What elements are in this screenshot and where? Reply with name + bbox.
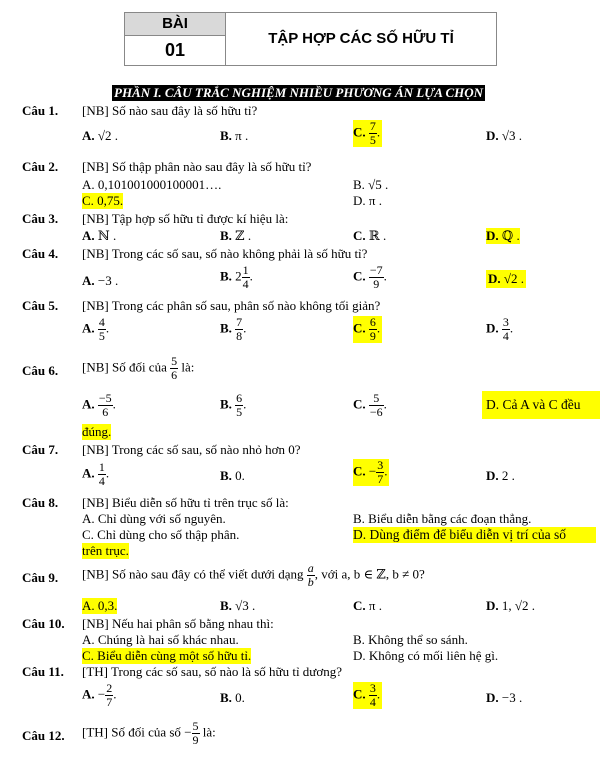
choice-d: D. 1, √2 .	[486, 598, 536, 613]
question-text: [TH] Số đối của số − $\frac{5}{9}$ là:	[82, 719, 216, 747]
choice-b: B. √3 .	[220, 598, 256, 613]
question-label: Câu 7.	[22, 442, 59, 457]
choice-c: C. $\frac{5}{-6}$ .	[353, 391, 387, 419]
choice-a: A. −3 .	[82, 273, 119, 288]
lesson-title: TẬP HỢP CÁC SỐ HỮU TỈ	[268, 30, 454, 47]
choice-d: D. Không có mối liên hệ gì.	[353, 648, 499, 663]
part-title: PHẦN I. CÂU TRẮC NGHIỆM NHIỀU PHƯƠNG ÁN LỰA CHỌN	[114, 85, 484, 100]
choice-a: A. − $\frac{2}{7}$ .	[82, 681, 117, 709]
choice-d: D. Cả A và C đều	[482, 391, 600, 419]
choice-b: B. 2 $\frac{1}{4}$ .	[220, 263, 253, 291]
choice-b: B. Không thể so sánh.	[353, 632, 468, 647]
choice-d-wrap: đúng.	[82, 424, 112, 439]
question-label: Câu 2.	[22, 159, 59, 174]
question-text: [NB] Trong các số sau, số nào nhỏ hơn 0?	[82, 442, 301, 457]
question-label: Câu 12.	[22, 728, 65, 743]
question-label: Câu 6.	[22, 363, 59, 378]
choice-d: D. √3 .	[486, 128, 523, 143]
choice-c: C. $\frac{-7}{9}$ .	[353, 263, 387, 291]
choice-b: B. π .	[220, 128, 249, 143]
question-text: [TH] Trong các số sau, số nào là số hữu tỉ dương?	[82, 664, 342, 679]
choice-a: A. Chúng là hai số khác nhau.	[82, 632, 239, 647]
choice-a: A. Chỉ dùng với số nguyên.	[82, 511, 226, 526]
question-text: [NB] Số nào sau đây là số hữu tỉ?	[82, 103, 258, 118]
choice-b: B. 0.	[220, 690, 245, 705]
lesson-number: 01	[164, 40, 186, 60]
question-text: [NB] Số đối của $\frac{5}{6}$ là:	[82, 354, 195, 382]
choice-c: C. $\frac{7}{5}$ .	[353, 119, 381, 147]
choice-d: D. −3 .	[486, 690, 523, 705]
choice-b: B. 0.	[220, 468, 245, 483]
question-label: Câu 8.	[22, 495, 59, 510]
question-text: [NB] Nếu hai phân số bằng nhau thì:	[82, 616, 274, 631]
question-label: Câu 4.	[22, 246, 59, 261]
lesson-header	[124, 12, 497, 66]
choice-d: D. π .	[353, 193, 382, 208]
choice-d: D. ℚ .	[486, 228, 520, 243]
choice-a: A. 0,3.	[82, 598, 118, 613]
choice-a: A. $\frac{1}{4}$ .	[82, 460, 110, 488]
choice-a: A. $\frac{4}{5}$ .	[82, 315, 110, 343]
choice-a: A. √2 .	[82, 128, 119, 143]
choice-b: B. ℤ .	[220, 228, 252, 243]
choice-b: B. √5 .	[353, 177, 389, 192]
choice-d: D. $\frac{3}{4}$ .	[486, 315, 514, 343]
choice-c: C. 0,75.	[82, 193, 124, 208]
question-label: Câu 10.	[22, 616, 65, 631]
choice-d: D. 2 .	[486, 468, 515, 483]
choice-b: B. $\frac{7}{8}$ .	[220, 315, 247, 343]
choice-d-wrap: trên trục.	[82, 543, 129, 558]
question-label: Câu 11.	[22, 664, 64, 679]
choice-c: C. Chỉ dùng cho số thập phân.	[82, 527, 240, 542]
choice-a: A. $\frac{-5}{6}$ .	[82, 391, 116, 419]
choice-c: C. Biểu diễn cùng một số hữu tỉ.	[82, 648, 252, 663]
question-text: [NB] Số thập phân nào sau đây là số hữu tỉ?	[82, 159, 312, 174]
choice-c: C. ℝ .	[353, 228, 387, 243]
choice-c: C. $\frac{6}{9}$ .	[353, 315, 381, 343]
question-label: Câu 9.	[22, 570, 59, 585]
choice-b: B. Biểu diễn bằng các đoạn thẳng.	[353, 511, 532, 526]
question-text: [NB] Trong các số sau, số nào không phải là số hữu tỉ?	[82, 246, 368, 261]
question-text: [NB] Tập hợp số hữu tỉ được kí hiệu là:	[82, 211, 289, 226]
choice-d: D. √2 .	[488, 271, 525, 286]
question-text: [NB] Biểu diễn số hữu tỉ trên trục số là:	[82, 495, 289, 510]
choice-a: A. ℕ .	[82, 228, 117, 243]
question-text: [NB] Trong các phân số sau, phân số nào không tối giản?	[82, 298, 381, 313]
question-label: Câu 1.	[22, 103, 59, 118]
choice-a: A. 0,101001000100001….	[82, 177, 222, 192]
lesson-label: BÀI	[125, 13, 225, 36]
lesson-number-box	[125, 13, 226, 65]
question-label: Câu 5.	[22, 298, 59, 313]
question-label: Câu 3.	[22, 211, 59, 226]
choice-b: B. $\frac{6}{5}$ .	[220, 391, 247, 419]
choice-c: C. − $\frac{3}{7}$ .	[353, 458, 388, 486]
choice-c: C. $\frac{3}{4}$ .	[353, 681, 381, 709]
choice-c: C. π .	[353, 598, 382, 613]
question-text: [NB] Số nào sau đây có thể viết dưới dạng $\frac{a}{b}$ , với a, b ∈ ℤ, b ≠ 0?	[82, 561, 425, 589]
choice-d: D. Dùng điểm để biểu diễn vị trí của số	[353, 527, 596, 543]
